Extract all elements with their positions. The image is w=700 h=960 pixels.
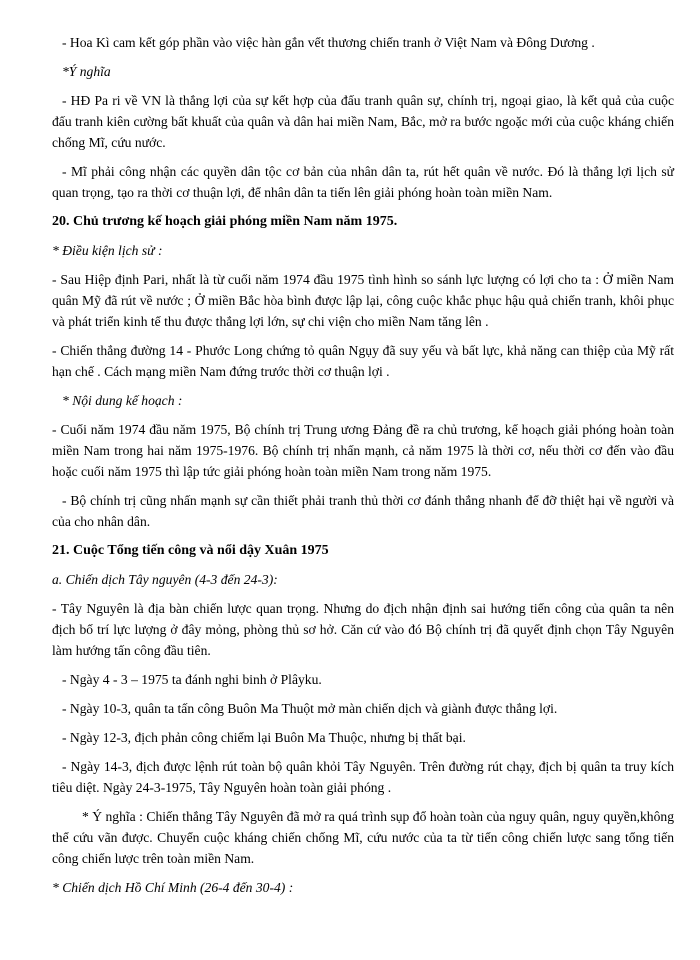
section-heading: 21. Cuộc Tổng tiến công và nổi dậy Xuân 1975 [52,543,329,558]
paragraph: - Cuối năm 1974 đầu năm 1975, Bộ chính trị Trung ương Đảng đề ra chủ trương, kế hoạch giải phóng hoàn toàn miền Nam trong hai năm 1975-1976. Bộ chính trị nhấn mạnh, cả năm 1975 là thời cơ, nếu thời cơ đến vào đầu hoặc cuối năm 1975 thì lập tức giải phóng hoàn toàn miền Nam trong năm 1975. [52,422,674,479]
paragraph: * Ý nghĩa : Chiến thắng Tây Nguyên đã mở ra quá trình sụp đổ hoàn toàn của nguy quân, nguy quyền,không thể cứu vãn được. Chuyển cuộc kháng chiến chống Mĩ, cứu nước của ta từ tiến công chiến lược sang tổng tiến công chiến lược trên toàn miền Nam. [52,809,674,866]
paragraph: - HĐ Pa ri về VN là thắng lợi của sự kết hợp của đấu tranh quân sự, chính trị, ngoại giao, là kết quả của cuộc đấu tranh kiên cường bất khuất của quân và dân hai miền Nam, Bắc, mở ra bước ngoặc mới của cuộc kháng chiến chống Mĩ, cứu nước. [52,93,674,150]
paragraph: * Chiến dịch Hồ Chí Minh (26-4 đến 30-4) : [52,880,294,895]
paragraph: - Ngày 10-3, quân ta tấn công Buôn Ma Thuột mở màn chiến dịch và giành được thắng lợi. [62,701,558,716]
paragraph: - Sau Hiệp định Pari, nhất là từ cuối năm 1974 đầu 1975 tình hình so sánh lực lượng có lợi cho ta : Ở miền Nam quân Mỹ đã rút về nước ; Ở miền Bắc hòa bình được lập lại, công cuộc khắc phục hậu quả chiến tranh, khôi phục và phát triển kinh tế thu được thắng lợi lớn, sự chi viện cho miền Nam tăng lên . [52,272,674,329]
paragraph: - Ngày 12-3, địch phản công chiếm lại Buôn Ma Thuộc, nhưng bị thất bại. [62,730,466,745]
paragraph: * Nội dung kế hoạch : [62,393,183,408]
paragraph: - Tây Nguyên là địa bàn chiến lược quan trọng. Nhưng do địch nhận định sai hướng tiến công của quân ta nên địch bố trí lực lượng ở đây mỏng, phòng thủ sơ hở. Căn cứ vào đó Bộ chính trị đã quyết định chọn Tây Nguyên làm hướng tấn công đầu tiên. [52,601,674,658]
paragraph: - Ngày 4 - 3 – 1975 ta đánh nghi binh ở Plâyku. [62,672,322,687]
paragraph: - Chiến thắng đường 14 - Phước Long chứng tỏ quân Ngụy đã suy yếu và bất lực, khả năng can thiệp của Mỹ rất hạn chế . Cách mạng miền Nam đứng trước thời cơ thuận lợi . [52,343,674,379]
paragraph: - Ngày 14-3, địch được lệnh rút toàn bộ quân khỏi Tây Nguyên. Trên đường rút chạy, địch bị quân ta truy kích tiêu diệt. Ngày 24-3-1975, Tây Nguyên hoàn toàn giải phóng . [52,759,674,795]
paragraph: - Mĩ phải công nhận các quyền dân tộc cơ bản của nhân dân ta, rút hết quân về nước. Đó là thắng lợi lịch sử quan trọng, tạo ra thời cơ thuận lợi, để nhân dân ta tiến lên giải phóng hoàn toàn miền Nam. [52,164,674,200]
paragraph: - Hoa Kì cam kết góp phần vào việc hàn gắn vết thương chiến tranh ở Việt Nam và Đông Dương . [62,35,595,50]
paragraph: - Bộ chính trị cũng nhấn mạnh sự cần thiết phải tranh thủ thời cơ đánh thắng nhanh để đỡ thiệt hại về người và của cho nhân dân. [52,493,674,529]
paragraph: * Điều kiện lịch sử : [52,243,163,258]
paragraph: *Ý nghĩa [62,64,111,79]
paragraph: a. Chiến dịch Tây nguyên (4-3 đến 24-3): [52,572,278,587]
section-heading: 20. Chủ trương kế hoạch giải phóng miền Nam năm 1975. [52,214,398,229]
document-page [52,32,674,906]
